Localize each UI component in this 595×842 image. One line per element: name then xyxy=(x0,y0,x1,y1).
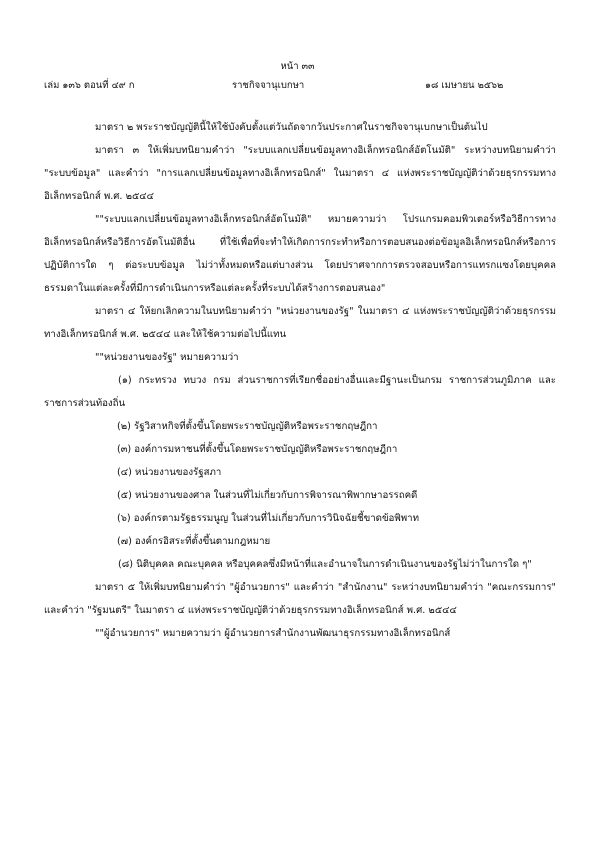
document-body xyxy=(44,116,556,645)
section-3-paragraph: มาตรา ๓ ให้เพิ่มบทนิยามคำว่า "ระบบแลกเปลี่ยนข้อมูลทางอิเล็กทรอนิกส์อัตโนมัติ" ระหว่างบทนิยามคำว่า "ระบบข้อมูล" และคำว่า "การแลกเปลี่ยนข้อมูลทางอิเล็กทรอนิกส์" ในมาตรา ๔ แห่งพระราชบัญญัติว่าด้วยธุรกรรมทางอิเล็กทรอนิกส์ พ.ศ. ๒๕๔๔ xyxy=(44,145,556,202)
volume-issue: เล่ม ๑๓๖ ตอนที่ ๔๙ ก xyxy=(44,80,135,91)
list-item: (๖) องค์กรตามรัฐธรรมนูญ ในส่วนที่ไม่เกี่ยวกับการวินิจฉัยชี้ขาดข้อพิพาท xyxy=(117,513,419,524)
list-item: (๘) นิติบุคคล คณะบุคคล หรือบุคคลซึ่งมีหน้าที่และอำนาจในการดำเนินงานของรัฐไม่ว่าในการใด ๆ" xyxy=(118,559,532,570)
section-2-paragraph: มาตรา ๒ พระราชบัญญัตินี้ให้ใช้บังคับตั้งแต่วันถัดจากวันประกาศในราชกิจจานุเบกษาเป็นต้นไป xyxy=(95,122,488,133)
list-item: (๕) หน่วยงานของศาล ในส่วนที่ไม่เกี่ยวกับการพิจารณาพิพากษาอรรถคดี xyxy=(117,490,418,501)
page-number: หน้า ๓๓ xyxy=(280,61,315,72)
list-item: (๓) องค์การมหาชนที่ตั้งขึ้นโดยพระราชบัญญัติหรือพระราชกฤษฎีกา xyxy=(117,444,398,455)
definition-director: ""ผู้อำนวยการ" หมายความว่า ผู้อำนวยการสำนักงานพัฒนาธุรกรรมทางอิเล็กทรอนิกส์ xyxy=(95,628,451,639)
definition-state-agency: ""หน่วยงานของรัฐ" หมายความว่า xyxy=(95,352,239,363)
publication-date: ๑๘ เมษายน ๒๕๖๒ xyxy=(425,80,504,91)
list-item: (๗) องค์กรอิสระที่ตั้งขึ้นตามกฎหมาย xyxy=(117,536,271,547)
section-4-paragraph: มาตรา ๔ ให้ยกเลิกความในบทนิยามคำว่า "หน่วยงานของรัฐ" ในมาตรา ๔ แห่งพระราชบัญญัติว่าด้วยธุรกรรมทางอิเล็กทรอนิกส์ พ.ศ. ๒๕๔๔ และให้ใช้ความต่อไปนี้แทน xyxy=(44,306,556,340)
list-item: (๑) กระทรวง ทบวง กรม ส่วนราชการที่เรียกชื่ออย่างอื่นและมีฐานะเป็นกรม ราชการส่วนภูมิภาค และราชการส่วนท้องถิ่น xyxy=(44,375,556,409)
definition-automated-exchange: ""ระบบแลกเปลี่ยนข้อมูลทางอิเล็กทรอนิกส์อัตโนมัติ" หมายความว่า โปรแกรมคอมพิวเตอร์หรือวิธีการทางอิเล็กทรอนิกส์หรือวิธีการอัตโนมัติอื่น ที่ใช้เพื่อที่จะทำให้เกิดการกระทำหรือการตอบสนองต่อข้อมูลอิเล็กทรอนิกส์หรือการปฏิบัติการใด ๆ ต่อระบบข้อมูล ไม่ว่าทั้งหมดหรือแต่บางส่วน โดยปราศจากการตรวจสอบหรือการแทรกแซงโดยบุคคลธรรมดาในแต่ละครั้งที่มีการดำเนินการหรือแต่ละครั้งที่ระบบได้สร้างการตอบสนอง" xyxy=(44,214,556,294)
section-5-paragraph: มาตรา ๕ ให้เพิ่มบทนิยามคำว่า "ผู้อำนวยการ" และคำว่า "สำนักงาน" ระหว่างบทนิยามคำว่า "คณะกรรมการ" และคำว่า "รัฐมนตรี" ในมาตรา ๔ แห่งพระราชบัญญัติว่าด้วยธุรกรรมทางอิเล็กทรอนิกส์ พ.ศ. ๒๕๔๔ xyxy=(44,582,556,616)
list-item: (๔) หน่วยงานของรัฐสภา xyxy=(117,467,222,478)
list-item: (๒) รัฐวิสาหกิจที่ตั้งขึ้นโดยพระราชบัญญัติหรือพระราชกฤษฎีกา xyxy=(117,421,378,432)
gazette-name: ราชกิจจานุเบกษา xyxy=(232,80,305,91)
